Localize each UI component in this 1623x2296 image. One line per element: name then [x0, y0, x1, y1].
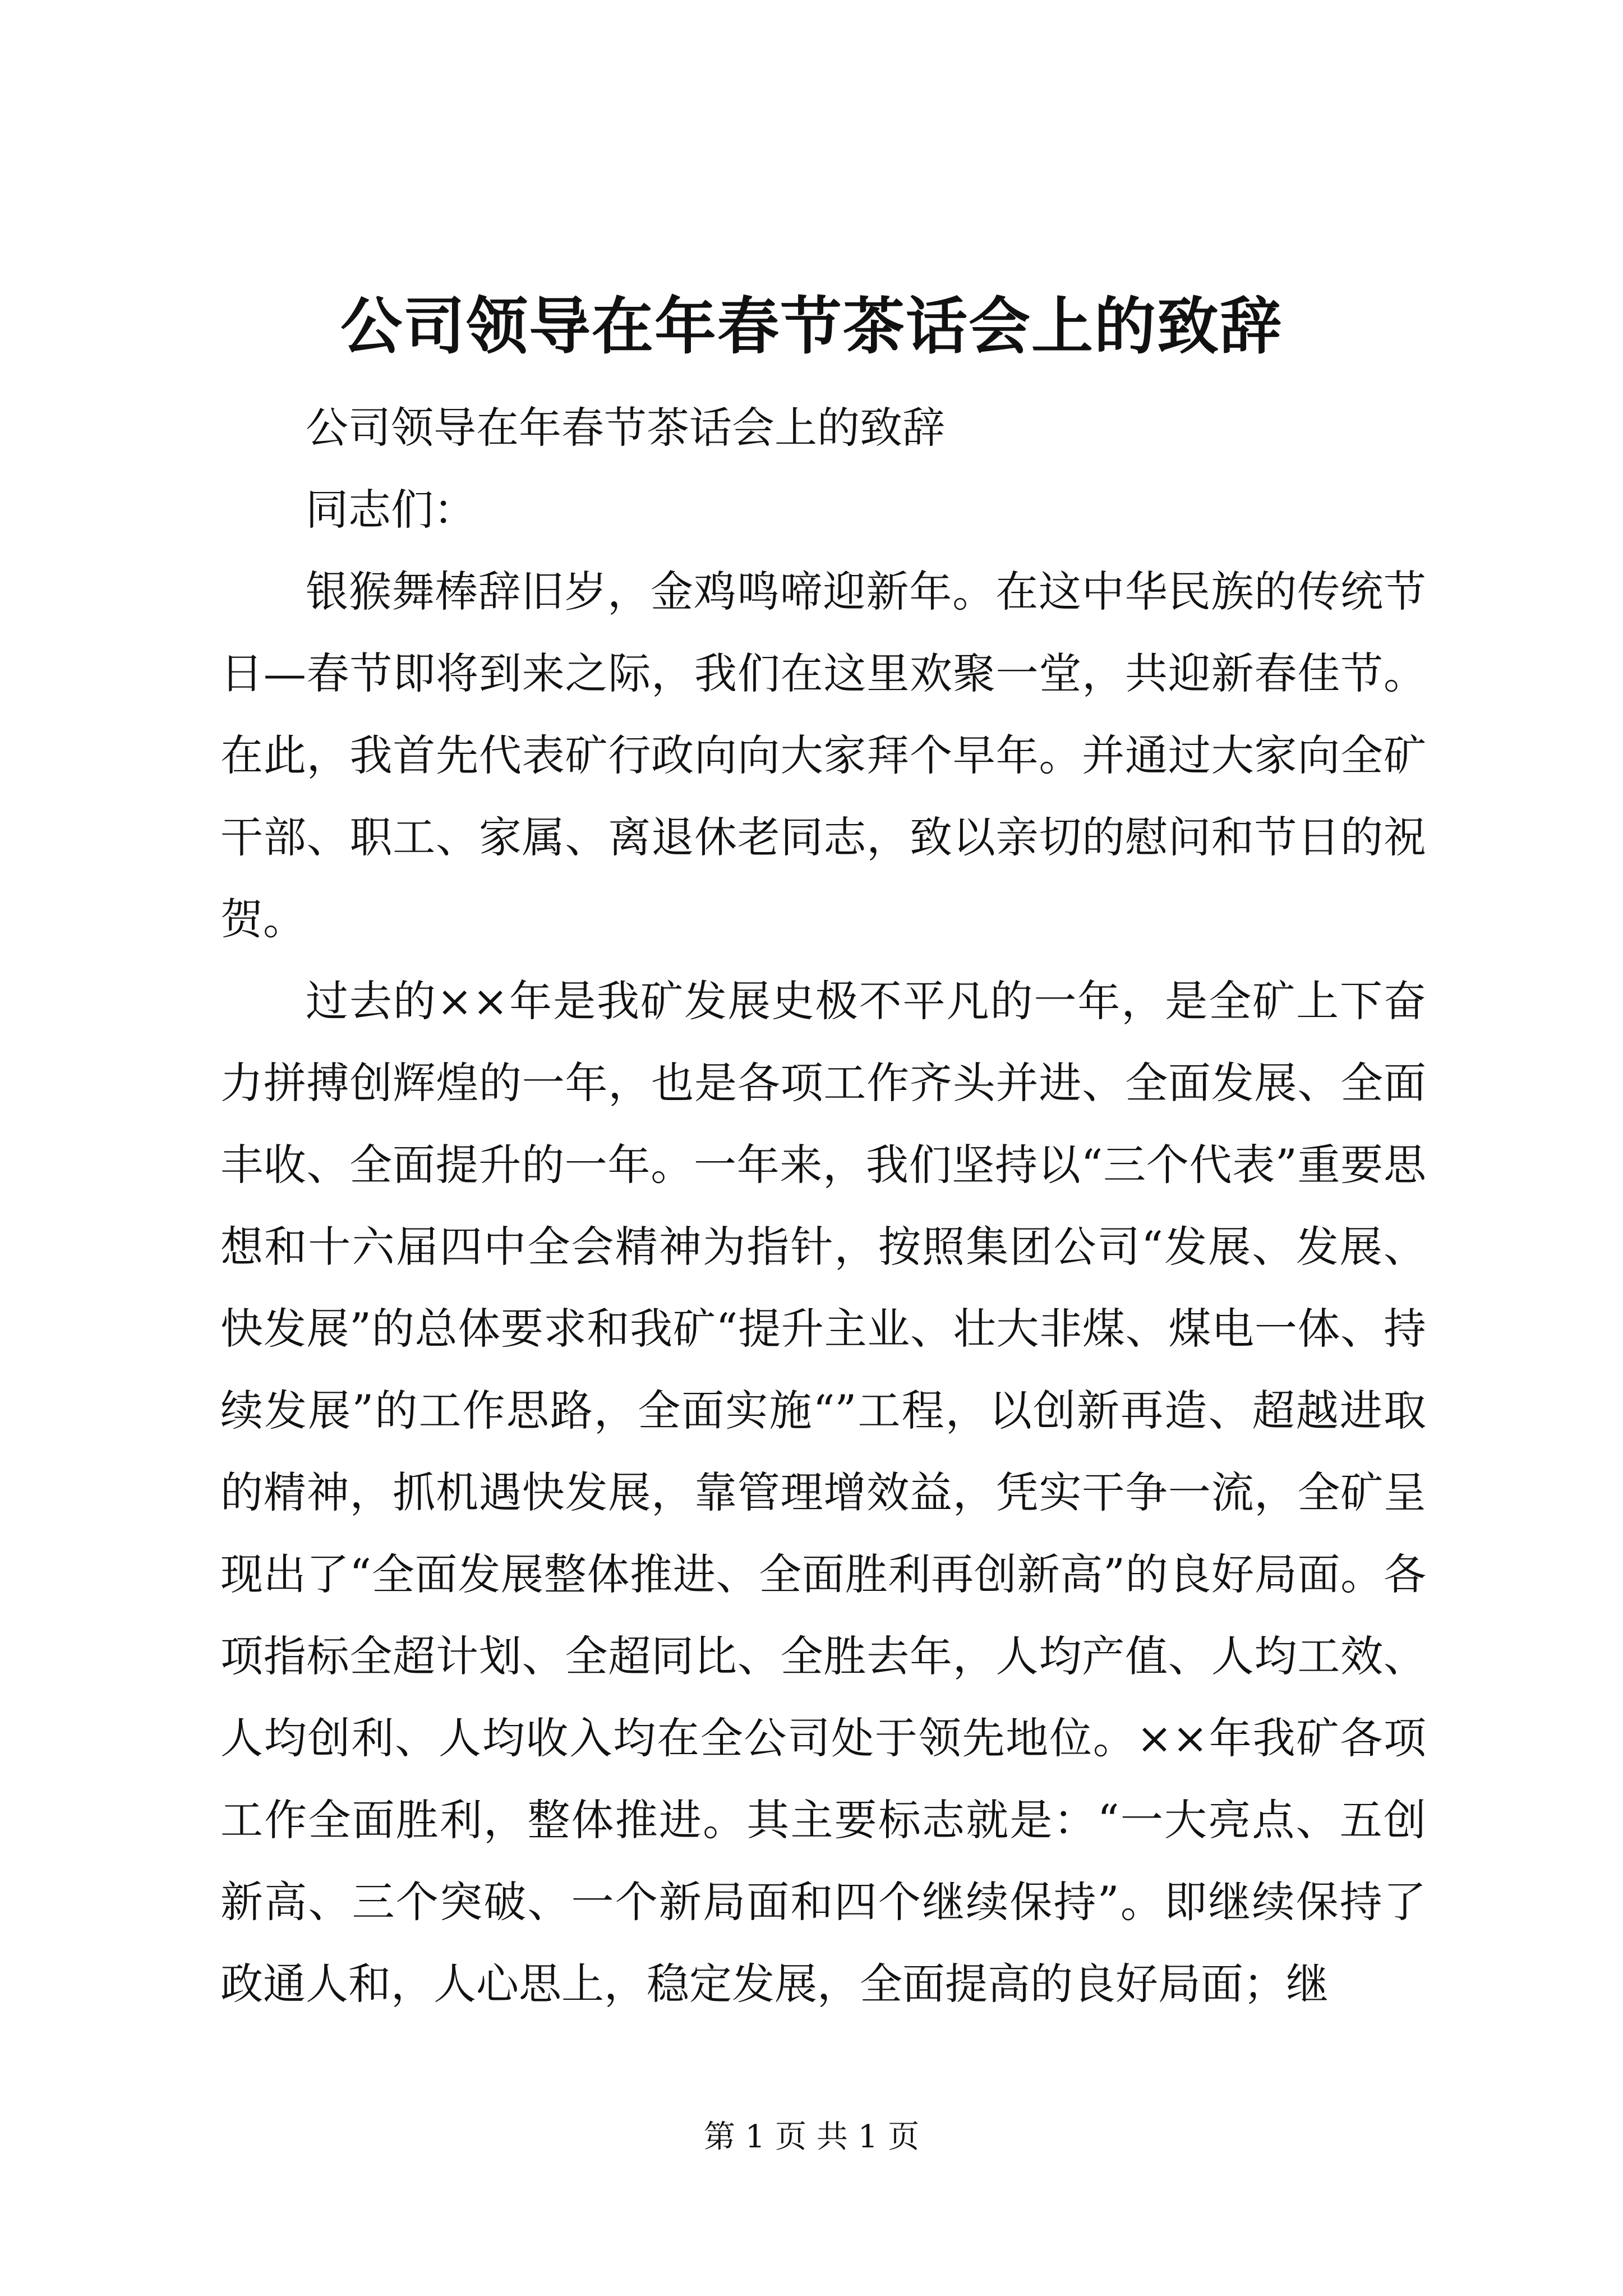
salutation-paragraph: 同志们：	[306, 485, 476, 535]
document-body	[220, 387, 1426, 2025]
body-paragraph: 银猴舞棒辞旧岁，金鸡鸣啼迎新年。在这中华民族的传统节日—春节即将到来之际，我们在这里欢聚一堂，共迎新春佳节。在此，我首先代表矿行政向向大家拜个早年。并通过大家向全矿干部、职工、家属、离退休老同志，致以亲切的慰问和节日的祝贺。	[220, 567, 1426, 944]
page-footer: 第 1 页 共 1 页	[703, 2119, 920, 2155]
subtitle-paragraph: 公司领导在年春节茶话会上的致辞	[306, 403, 945, 453]
document-title: 公司领导在年春节茶话会上的致辞	[340, 290, 1283, 362]
body-paragraph: 过去的××年是我矿发展史极不平凡的一年，是全矿上下奋力拼搏创辉煌的一年，也是各项工作齐头并进、全面发展、全面丰收、全面提升的一年。一年来，我们坚持以“三个代表”重要思想和十六届四中全会精神为指针，按照集团公司“发展、发展、快发展”的总体要求和我矿“提升主业、壮大非煤、煤电一体、持续发展”的工作思路，全面实施“”工程，以创新再造、超越进取的精神，抓机遇快发展，靠管理增效益，凭实干争一流，全矿呈现出了“全面发展整体推进、全面胜利再创新高”的良好局面。各项指标全超计划、全超同比、全胜去年，人均产值、人均工效、人均创利、人均收入均在全公司处于领先地位。××年我矿各项工作全面胜利，整体推进。其主要标志就是：“一大亮点、五创新高、三个突破、一个新局面和四个继续保持”。即继续保持了政通人和，人心思上，稳定发展，全面提高的良好局面；继	[220, 976, 1426, 2009]
